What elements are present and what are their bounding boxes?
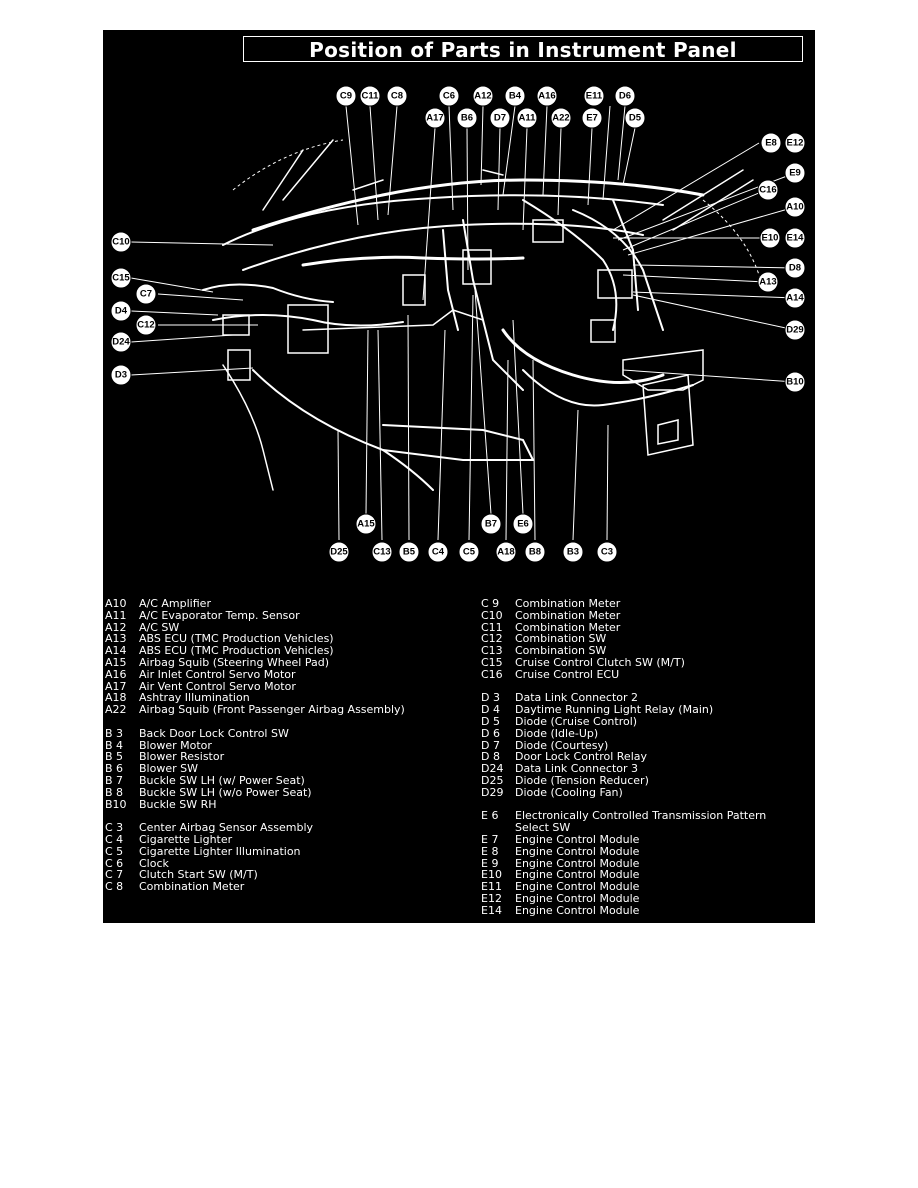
legend-entry (481, 846, 813, 858)
legend-description: Electronically Controlled Transmission Pattern (515, 809, 767, 823)
legend-code: B10 (105, 797, 127, 811)
svg-text:A17: A17 (426, 112, 444, 124)
legend-code: A10 (105, 597, 127, 610)
legend-entry (481, 669, 813, 681)
svg-text:D29: D29 (786, 324, 804, 336)
legend-column-right (481, 598, 813, 917)
legend-code: E14 (481, 903, 502, 917)
legend-description: Center Airbag Sensor Assembly (139, 821, 314, 835)
parts-legend (103, 598, 815, 923)
callout-A16 (537, 86, 557, 106)
svg-text:E12: E12 (786, 137, 804, 149)
legend-entry (105, 787, 465, 799)
callout-C4 (428, 542, 448, 562)
callout-D8 (785, 258, 805, 278)
callout-B3 (563, 542, 583, 562)
legend-description: Door Lock Control Relay (515, 750, 648, 764)
wiring-harness-illustration (203, 140, 763, 490)
callout-A12 (473, 86, 493, 106)
legend-description: Ashtray Illumination (139, 691, 250, 705)
legend-code: C16 (481, 667, 503, 681)
legend-entry (481, 787, 813, 799)
svg-text:E10: E10 (761, 232, 779, 244)
svg-text:C8: C8 (390, 90, 404, 102)
svg-text:C6: C6 (442, 90, 456, 102)
legend-code: B 5 (105, 750, 124, 764)
callout-D24 (111, 332, 131, 352)
legend-description: Airbag Squib (Front Passenger Airbag Assembly) (139, 703, 405, 717)
legend-code: B 8 (105, 785, 124, 799)
callout-B5 (399, 542, 419, 562)
legend-description: Select SW (515, 821, 571, 835)
callout-C15 (111, 268, 131, 288)
callout-E12 (785, 133, 805, 153)
legend-code: C 5 (105, 844, 124, 858)
svg-text:C13: C13 (373, 546, 391, 558)
legend-description: Diode (Cooling Fan) (515, 785, 623, 799)
legend-description: Cruise Control Clutch SW (M/T) (515, 655, 685, 669)
svg-text:B4: B4 (508, 90, 522, 102)
svg-text:C4: C4 (431, 546, 445, 558)
legend-description: ABS ECU (TMC Production Vehicles) (139, 632, 334, 646)
svg-text:A10: A10 (786, 201, 804, 213)
legend-description: Engine Control Module (515, 832, 640, 846)
instrument-panel-diagram (103, 30, 815, 590)
legend-description: Back Door Lock Control SW (139, 726, 289, 740)
legend-code: A12 (105, 620, 127, 634)
svg-text:D25: D25 (330, 546, 348, 558)
svg-text:B6: B6 (460, 112, 474, 124)
legend-code: C12 (481, 632, 503, 646)
callout-E10 (760, 228, 780, 248)
legend-code: D25 (481, 773, 504, 787)
legend-code: D 5 (481, 714, 500, 728)
legend-entry (105, 775, 465, 787)
legend-code: B 6 (105, 762, 124, 776)
svg-text:D5: D5 (628, 112, 642, 124)
legend-description: Airbag Squib (Steering Wheel Pad) (139, 655, 330, 669)
callout-C6 (439, 86, 459, 106)
callout-A17 (425, 108, 445, 128)
legend-description: Combination Meter (515, 608, 621, 622)
legend-code: D24 (481, 762, 504, 776)
legend-code: B 4 (105, 738, 124, 752)
callout-D6 (615, 86, 635, 106)
legend-code: C13 (481, 644, 503, 658)
legend-code: B 3 (105, 726, 124, 740)
legend-code: A14 (105, 644, 127, 658)
legend-code: C 9 (481, 597, 500, 610)
legend-code: D29 (481, 785, 504, 799)
svg-text:C3: C3 (600, 546, 614, 558)
legend-entry (105, 657, 465, 669)
svg-text:D24: D24 (112, 336, 130, 348)
legend-entry (105, 704, 465, 716)
legend-entry (481, 610, 813, 622)
callout-B7 (481, 514, 501, 534)
svg-text:C11: C11 (361, 90, 379, 102)
callout-A13 (758, 272, 778, 292)
legend-description: Air Vent Control Servo Motor (139, 679, 296, 693)
legend-code: E 7 (481, 832, 499, 846)
svg-text:B7: B7 (484, 518, 498, 530)
legend-column-left (105, 598, 465, 893)
callout-C11 (360, 86, 380, 106)
svg-text:A13: A13 (759, 276, 777, 288)
legend-description: Air Inlet Control Servo Motor (139, 667, 296, 681)
svg-text:D7: D7 (493, 112, 507, 124)
legend-code: D 3 (481, 691, 500, 705)
legend-entry (481, 905, 813, 917)
legend-description: Diode (Courtesy) (515, 738, 609, 752)
svg-text:B3: B3 (566, 546, 580, 558)
legend-description: Clutch Start SW (M/T) (139, 868, 258, 882)
callout-D3 (111, 365, 131, 385)
page-title: Position of Parts in Instrument Panel (309, 38, 737, 62)
callout-C8 (387, 86, 407, 106)
legend-entry (105, 834, 465, 846)
svg-text:C10: C10 (112, 236, 130, 248)
callout-C5 (459, 542, 479, 562)
callout-D25 (329, 542, 349, 562)
legend-description: A/C Amplifier (139, 597, 211, 610)
legend-description: Engine Control Module (515, 903, 640, 917)
legend-code: E 9 (481, 856, 499, 870)
callout-E11 (584, 86, 604, 106)
callout-B6 (457, 108, 477, 128)
legend-entry (481, 716, 813, 728)
legend-description: Combination Meter (515, 597, 621, 610)
legend-entry (105, 728, 465, 740)
legend-description: Combination Meter (139, 880, 245, 894)
legend-entry (105, 881, 465, 893)
svg-text:A14: A14 (786, 292, 804, 304)
svg-text:E6: E6 (517, 518, 529, 530)
legend-description: Diode (Tension Reducer) (515, 773, 649, 787)
legend-description: Data Link Connector 2 (515, 691, 639, 705)
legend-entry (105, 846, 465, 858)
callout-C9 (336, 86, 356, 106)
svg-text:C5: C5 (462, 546, 476, 558)
legend-entry (481, 893, 813, 905)
legend-description: Buckle SW LH (w/ Power Seat) (139, 773, 305, 787)
legend-code: A13 (105, 632, 127, 646)
legend-description: A/C Evaporator Temp. Sensor (139, 608, 300, 622)
callout-A11 (517, 108, 537, 128)
legend-code: E12 (481, 891, 502, 905)
legend-gap (105, 716, 465, 728)
legend-description: Combination SW (515, 644, 607, 658)
legend-code: A18 (105, 691, 127, 705)
svg-text:E8: E8 (765, 137, 777, 149)
legend-description: Engine Control Module (515, 880, 640, 894)
callout-D5 (625, 108, 645, 128)
legend-description: Engine Control Module (515, 856, 640, 870)
legend-description: Data Link Connector 3 (515, 762, 639, 776)
svg-text:B5: B5 (402, 546, 416, 558)
legend-code: E10 (481, 868, 502, 882)
legend-code: E 8 (481, 844, 499, 858)
svg-text:C16: C16 (759, 184, 777, 196)
callout-C7 (136, 284, 156, 304)
callout-C10 (111, 232, 131, 252)
legend-description: Combination Meter (515, 620, 621, 634)
svg-text:B10: B10 (786, 376, 804, 388)
legend-entry (105, 610, 465, 622)
svg-text:D8: D8 (788, 262, 802, 274)
legend-code: C 8 (105, 880, 124, 894)
legend-description: Cruise Control ECU (515, 667, 620, 681)
callout-C3 (597, 542, 617, 562)
callout-A22 (551, 108, 571, 128)
legend-code: E 6 (481, 809, 499, 823)
legend-code: E11 (481, 880, 502, 894)
callout-B4 (505, 86, 525, 106)
callout-A14 (785, 288, 805, 308)
svg-text:E9: E9 (789, 167, 801, 179)
svg-text:E11: E11 (585, 90, 603, 102)
legend-code: A15 (105, 655, 127, 669)
svg-text:C12: C12 (137, 319, 155, 331)
svg-text:C15: C15 (112, 272, 130, 284)
legend-entry (481, 775, 813, 787)
callout-A10 (785, 197, 805, 217)
callout-B8 (525, 542, 545, 562)
legend-code: C 3 (105, 821, 124, 835)
diagram-panel (103, 30, 815, 923)
svg-text:A18: A18 (497, 546, 515, 558)
callout-E6 (513, 514, 533, 534)
callout-D4 (111, 301, 131, 321)
callout-B10 (785, 372, 805, 392)
legend-description: Buckle SW LH (w/o Power Seat) (139, 785, 312, 799)
legend-entry (481, 657, 813, 669)
legend-description: Blower Motor (139, 738, 212, 752)
svg-text:A15: A15 (357, 518, 375, 530)
svg-text:D6: D6 (618, 90, 632, 102)
legend-description: Engine Control Module (515, 844, 640, 858)
svg-text:A16: A16 (538, 90, 556, 102)
legend-code: C15 (481, 655, 503, 669)
legend-code: C10 (481, 608, 503, 622)
callout-A18 (496, 542, 516, 562)
legend-entry (105, 799, 465, 811)
legend-description: Engine Control Module (515, 891, 640, 905)
legend-description: Engine Control Module (515, 868, 640, 882)
legend-description: Buckle SW RH (139, 797, 217, 811)
legend-description: Cigarette Lighter Illumination (139, 844, 301, 858)
svg-text:D3: D3 (114, 369, 128, 381)
callout-E9 (785, 163, 805, 183)
legend-description: Clock (139, 856, 169, 870)
callout-D29 (785, 320, 805, 340)
legend-code: C 4 (105, 832, 124, 846)
leader-lines (131, 106, 795, 540)
svg-text:D4: D4 (114, 305, 128, 317)
legend-description: Blower SW (139, 762, 198, 776)
legend-entry (481, 834, 813, 846)
svg-text:A12: A12 (474, 90, 492, 102)
legend-description: Blower Resistor (139, 750, 225, 764)
legend-code: D 4 (481, 703, 500, 717)
legend-code: A11 (105, 608, 127, 622)
legend-code: B 7 (105, 773, 124, 787)
callout-E14 (785, 228, 805, 248)
legend-code: C 7 (105, 868, 124, 882)
legend-code: D 7 (481, 738, 500, 752)
callout-C16 (758, 180, 778, 200)
callout-C12 (136, 315, 156, 335)
callout-E7 (582, 108, 602, 128)
legend-code: C11 (481, 620, 503, 634)
callout-C13 (372, 542, 392, 562)
svg-text:C9: C9 (339, 90, 353, 102)
legend-code: C 6 (105, 856, 124, 870)
svg-text:A22: A22 (552, 112, 570, 124)
legend-description: ABS ECU (TMC Production Vehicles) (139, 644, 334, 658)
legend-code: A22 (105, 703, 127, 717)
svg-text:A11: A11 (518, 112, 536, 124)
legend-entry (481, 728, 813, 740)
callout-E8 (761, 133, 781, 153)
legend-code: A17 (105, 679, 127, 693)
svg-text:E7: E7 (586, 112, 598, 124)
legend-code: A16 (105, 667, 127, 681)
legend-description: Diode (Idle-Up) (515, 726, 599, 740)
callout-D7 (490, 108, 510, 128)
legend-code: D 6 (481, 726, 500, 740)
legend-description: Daytime Running Light Relay (Main) (515, 703, 714, 717)
legend-entry (105, 669, 465, 681)
svg-text:E14: E14 (786, 232, 804, 244)
svg-text:C7: C7 (139, 288, 153, 300)
legend-code: D 8 (481, 750, 500, 764)
callout-A15 (356, 514, 376, 534)
svg-text:B8: B8 (528, 546, 542, 558)
legend-description: Diode (Cruise Control) (515, 714, 638, 728)
legend-description: Combination SW (515, 632, 607, 646)
legend-description: Cigarette Lighter (139, 832, 233, 846)
legend-description: A/C SW (139, 620, 180, 634)
